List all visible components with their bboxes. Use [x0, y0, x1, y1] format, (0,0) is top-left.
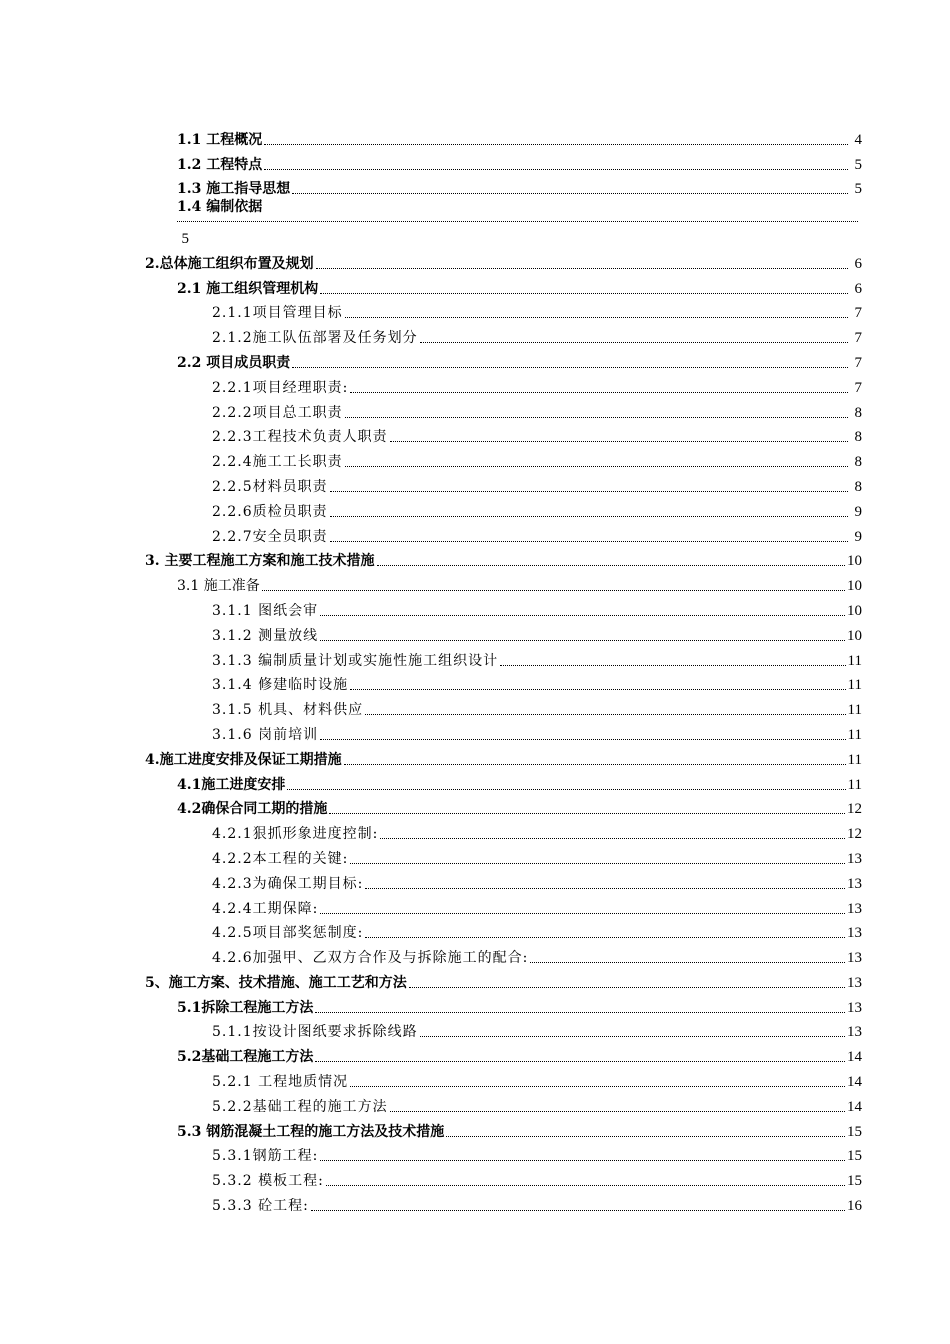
toc-entry-title: 2.2.5材料员职责: [212, 478, 328, 495]
toc-page-number: 11: [847, 751, 862, 768]
toc-entry[interactable]: [0, 149, 950, 174]
toc-entry[interactable]: [0, 620, 950, 645]
toc-dot-leader: [330, 490, 848, 492]
toc-entry-title: 5.2.1 工程地质情况: [212, 1074, 349, 1091]
toc-dot-leader: [330, 515, 848, 517]
toc-entry-title: 4.2.4工期保障:: [212, 900, 319, 917]
toc-dot-leader: [500, 664, 845, 666]
toc-entry-title: 3.1.3 编制质量计划或实施性施工组织设计: [212, 652, 499, 669]
toc-entry-title: 5.3.2 模板工程:: [212, 1173, 324, 1190]
toc-page-number: 14: [847, 1098, 862, 1115]
toc-entry[interactable]: [0, 546, 950, 571]
toc-entry-title: 2.2.7安全员职责: [212, 528, 328, 545]
toc-page-number: 5: [854, 181, 862, 198]
toc-dot-leader: [350, 688, 845, 690]
toc-entry[interactable]: [0, 843, 950, 868]
toc-page-number: 14: [847, 1049, 862, 1066]
toc-entry-title: 3. 主要工程施工方案和施工技术措施: [145, 553, 375, 570]
toc-entry[interactable]: [0, 769, 950, 794]
toc-entry[interactable]: [0, 719, 950, 744]
toc-dot-leader: [315, 1011, 845, 1013]
toc-dot-leader: [380, 837, 845, 839]
toc-entry-title: 2.2.4施工工长职责: [212, 454, 343, 471]
toc-page-number: 13: [847, 1024, 862, 1041]
toc-entry-title: 3.1.2 测量放线: [212, 627, 319, 644]
toc-dot-leader: [292, 366, 848, 368]
toc-entry[interactable]: [0, 967, 950, 992]
toc-dot-leader: [311, 1209, 845, 1211]
table-of-contents: [0, 124, 950, 1215]
toc-entry[interactable]: [0, 521, 950, 546]
toc-entry[interactable]: [0, 174, 950, 199]
toc-entry[interactable]: [0, 397, 950, 422]
toc-page-number: 11: [847, 776, 862, 793]
toc-dot-leader: [365, 936, 845, 938]
toc-entry[interactable]: [0, 868, 950, 893]
toc-dot-leader: [365, 887, 845, 889]
toc-entry[interactable]: [0, 248, 950, 273]
toc-entry-title: 5.3.1钢筋工程:: [212, 1148, 319, 1165]
toc-dot-leader: [330, 540, 848, 542]
toc-page-number: 9: [854, 528, 862, 545]
toc-entry-title: 3.1.5 机具、材料供应: [212, 702, 364, 719]
toc-entry[interactable]: [0, 1091, 950, 1116]
toc-entry-title: 4.2.2本工程的关键:: [212, 850, 349, 867]
toc-entry[interactable]: [0, 298, 950, 323]
toc-entry[interactable]: [0, 1141, 950, 1166]
toc-page-number: 10: [847, 553, 862, 570]
toc-entry[interactable]: [0, 918, 950, 943]
toc-entry-title: 5、施工方案、技术措施、施工工艺和方法: [145, 974, 407, 991]
toc-entry[interactable]: [0, 1116, 950, 1141]
toc-dot-leader: [530, 961, 845, 963]
toc-entry-title: 4.2.5项目部奖惩制度:: [212, 925, 364, 942]
toc-entry-title: 1.3 施工指导思想: [177, 181, 291, 198]
toc-page-number: 7: [854, 305, 862, 322]
toc-dot-leader: [345, 316, 848, 318]
toc-entry-title: 3.1.6 岗前培训: [212, 726, 319, 743]
toc-entry[interactable]: [0, 198, 950, 248]
toc-entry-title: 4.施工进度安排及保证工期措施: [145, 751, 342, 768]
toc-page-number: 6: [854, 280, 862, 297]
toc-entry[interactable]: [0, 794, 950, 819]
toc-dot-leader: [315, 1060, 845, 1062]
toc-entry[interactable]: [0, 942, 950, 967]
toc-entry-title: 3.1.1 图纸会审: [212, 602, 319, 619]
toc-dot-leader: [329, 812, 845, 814]
toc-dot-leader: [326, 1184, 845, 1186]
toc-dot-leader: [345, 416, 848, 418]
toc-dot-leader: [350, 391, 848, 393]
toc-entry-title: 2.2.6质检员职责: [212, 503, 328, 520]
toc-page-number: 12: [847, 826, 862, 843]
toc-entry[interactable]: [0, 372, 950, 397]
toc-dot-leader: [345, 465, 848, 467]
toc-entry-title: 2.1.2施工队伍部署及任务划分: [212, 330, 418, 347]
toc-dot-leader: [292, 192, 848, 194]
toc-page-number: 11: [847, 726, 862, 743]
toc-entry[interactable]: [0, 595, 950, 620]
toc-entry[interactable]: [0, 322, 950, 347]
toc-entry[interactable]: [0, 570, 950, 595]
toc-page-number: 13: [847, 925, 862, 942]
toc-page-number: 8: [854, 478, 862, 495]
toc-entry-title: 2.1.1项目管理目标: [212, 305, 343, 322]
toc-page-number: 9: [854, 503, 862, 520]
toc-dot-leader: [390, 1110, 845, 1112]
toc-entry-title: 5.1拆除工程施工方法: [177, 999, 314, 1016]
toc-entry-title: 5.2.2基础工程的施工方法: [212, 1098, 388, 1115]
toc-entry-title: 1.4 编制依据: [177, 199, 263, 216]
toc-entry[interactable]: [0, 694, 950, 719]
toc-dot-leader: [344, 763, 846, 765]
toc-page-number: 13: [847, 999, 862, 1016]
toc-entry-title: 1.2 工程特点: [177, 156, 263, 173]
toc-page-number: 13: [847, 974, 862, 991]
toc-entry[interactable]: [0, 273, 950, 298]
toc-page-number: 7: [854, 330, 862, 347]
toc-page-number: 10: [847, 578, 862, 595]
toc-page-number: 16: [847, 1198, 862, 1215]
toc-dot-leader: [350, 862, 845, 864]
toc-entry[interactable]: [0, 471, 950, 496]
toc-entry-title: 4.2.6加强甲、乙双方合作及与拆除施工的配合:: [212, 950, 529, 967]
toc-page-number: 15: [847, 1123, 862, 1140]
toc-dot-leader: [316, 267, 848, 269]
toc-dot-leader: [287, 788, 845, 790]
toc-dot-leader: [350, 1085, 845, 1087]
toc-page-number: 14: [847, 1074, 862, 1091]
toc-page-number: 8: [854, 429, 862, 446]
toc-entry-title: 3.1 施工准备: [177, 578, 260, 595]
toc-page-number: 15: [847, 1173, 862, 1190]
toc-entry[interactable]: [0, 347, 950, 372]
toc-page-number: 7: [854, 379, 862, 396]
toc-entry-title: 5.1.1按设计图纸要求拆除线路: [212, 1024, 418, 1041]
toc-page-number: 10: [847, 627, 862, 644]
toc-dot-leader: [320, 292, 848, 294]
toc-entry[interactable]: [0, 818, 950, 843]
toc-page-number: 8: [854, 454, 862, 471]
toc-dot-leader: [420, 341, 848, 343]
toc-page-number: 12: [847, 801, 862, 818]
toc-entry-title: 2.总体施工组织布置及规划: [145, 255, 314, 272]
toc-dot-leader: [320, 1159, 845, 1161]
toc-entry[interactable]: [0, 670, 950, 695]
toc-entry-title: 2.2.2项目总工职责: [212, 404, 343, 421]
toc-page-number: 13: [847, 875, 862, 892]
toc-entry-title: 4.2确保合同工期的措施: [177, 801, 328, 818]
toc-dot-leader: [262, 589, 845, 591]
toc-entry[interactable]: [0, 992, 950, 1017]
toc-dot-leader: [409, 986, 845, 988]
toc-entry[interactable]: [0, 1066, 950, 1091]
toc-page-number: 7: [854, 354, 862, 371]
toc-dot-leader: [177, 220, 858, 222]
toc-page-number: 13: [847, 850, 862, 867]
toc-dot-leader: [264, 143, 848, 145]
toc-entry[interactable]: [0, 1041, 950, 1066]
toc-page-number: 11: [847, 677, 862, 694]
toc-entry[interactable]: [0, 1190, 950, 1215]
toc-dot-leader: [320, 912, 845, 914]
toc-page-number: 13: [847, 950, 862, 967]
toc-entry[interactable]: [0, 744, 950, 769]
toc-entry[interactable]: [0, 893, 950, 918]
toc-entry-title: 3.1.4 修建临时设施: [212, 677, 349, 694]
toc-entry-title: 2.2 项目成员职责: [177, 354, 291, 371]
toc-entry[interactable]: [0, 422, 950, 447]
toc-page-number: 4: [854, 131, 862, 148]
toc-dot-leader: [320, 738, 845, 740]
toc-page-number: 11: [847, 702, 862, 719]
toc-dot-leader: [264, 168, 848, 170]
toc-page-number: 8: [854, 404, 862, 421]
toc-entry-title: 5.3.3 砼工程:: [212, 1198, 309, 1215]
toc-dot-leader: [420, 1035, 845, 1037]
toc-entry-title: 4.2.1狠抓形象进度控制:: [212, 826, 379, 843]
toc-dot-leader: [320, 639, 845, 641]
toc-page-number: 6: [854, 255, 862, 272]
toc-page-number: 10: [847, 602, 862, 619]
toc-entry[interactable]: [0, 496, 950, 521]
toc-entry[interactable]: [0, 645, 950, 670]
toc-page-number: 5: [854, 156, 862, 173]
toc-dot-leader: [320, 614, 845, 616]
toc-entry-title: 2.2.1项目经理职责:: [212, 379, 349, 396]
toc-page-number: 5: [181, 230, 189, 247]
toc-entry[interactable]: [0, 446, 950, 471]
toc-entry[interactable]: [0, 1165, 950, 1190]
toc-entry[interactable]: [0, 124, 950, 149]
toc-entry-title: 2.2.3工程技术负责人职责: [212, 429, 388, 446]
toc-page-number: 15: [847, 1148, 862, 1165]
toc-entry-title: 4.1施工进度安排: [177, 776, 286, 793]
toc-entry-title: 4.2.3为确保工期目标:: [212, 875, 364, 892]
toc-entry-title: 5.3 钢筋混凝土工程的施工方法及技术措施: [177, 1123, 445, 1140]
toc-entry-title: 1.1 工程概况: [177, 131, 263, 148]
toc-page-number: 11: [847, 652, 862, 669]
toc-page-number: 13: [847, 900, 862, 917]
toc-entry[interactable]: [0, 1017, 950, 1042]
toc-entry-title: 5.2基础工程施工方法: [177, 1049, 314, 1066]
toc-dot-leader: [446, 1135, 845, 1137]
toc-dot-leader: [390, 440, 848, 442]
toc-entry-title: 2.1 施工组织管理机构: [177, 280, 319, 297]
toc-dot-leader: [377, 564, 846, 566]
toc-dot-leader: [365, 713, 845, 715]
